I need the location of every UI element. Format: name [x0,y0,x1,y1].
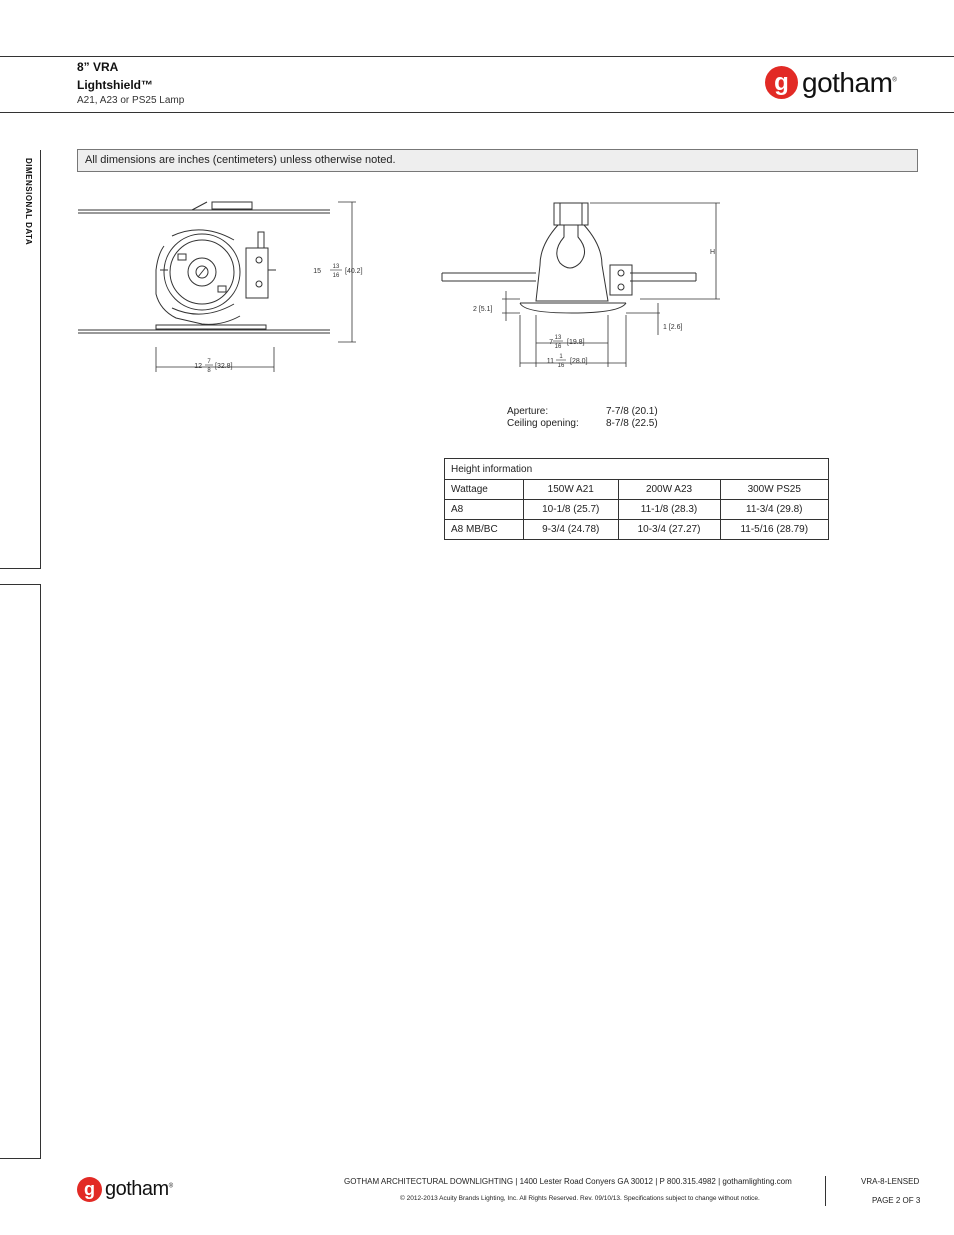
footer-product-code: VRA-8-LENSED [861,1177,920,1186]
plan-height-den: 16 [332,273,340,279]
table-cell: 11-3/4 (29.8) [720,500,828,520]
dimensions-note: All dimensions are inches (centimeters) unless otherwise noted. [77,149,918,172]
elevation-view-drawing [440,195,730,375]
sidebar-tab-bottom [0,584,41,1159]
aperture-num: 13 [554,335,562,341]
spec-aperture: Aperture: 7-7/8 (20.1) [507,406,658,417]
overall-cm: [28.0] [570,358,588,365]
footer-address: GOTHAM ARCHITECTURAL DOWNLIGHTING | 1400 Lester Road Conyers GA 30012 | P 800.315.4982 | gothamlighting.com [344,1177,792,1186]
table-cell: 10-1/8 (25.7) [524,500,619,520]
plan-width-cm: [32.8] [215,363,233,370]
overall-whole: 11 [546,358,554,365]
footer-page-number: PAGE 2 OF 3 [872,1196,921,1205]
elevation-trim-right: 1 [2.6] [663,324,683,331]
table-row [445,500,829,520]
table-row [445,520,829,540]
table-header-cell: 150W A21 [524,480,619,500]
overall-num: 1 [559,354,563,360]
plan-width-whole: 12 [194,363,202,370]
product-name: Lightshield™ [77,78,153,92]
table-cell: A8 [445,500,524,520]
aperture-cm: [19.8] [567,339,585,346]
footer-copyright: © 2012-2013 Acuity Brands Lighting, Inc. All Rights Reserved. Rev. 09/10/13. Specifications subject to change without notice. [400,1195,760,1202]
logo-wordmark: gotham® [802,66,897,98]
table-cell: 11-1/8 (28.3) [618,500,720,520]
aperture-whole: 7 [549,339,553,346]
header-top-rule [0,56,954,57]
opening-specs [507,406,658,430]
spec-ceiling-opening: Ceiling opening: 8-7/8 (22.5) [507,418,658,429]
product-subtitle: A21, A23 or PS25 Lamp [77,95,185,106]
height-info-table [444,458,829,540]
plan-height-num: 13 [332,264,340,270]
table-cell: 9-3/4 (24.78) [524,520,619,540]
elevation-h-label: H [709,249,715,256]
plan-height-cm: [40.2] [345,268,363,275]
gotham-logo-icon: g [765,66,798,99]
table-title: Height information [445,459,829,480]
sidebar-section-label: DIMENSIONAL DATA [24,158,33,246]
elevation-trim-left: 2 [5.1] [473,306,493,313]
header-bottom-rule [0,112,954,113]
table-header-cell: 300W PS25 [720,480,828,500]
sidebar-tab-top [0,150,41,569]
plan-width-num: 7 [207,359,211,365]
table-cell: 11-5/16 (28.79) [720,520,828,540]
header-logo [765,66,896,99]
overall-den: 16 [557,363,565,369]
plan-width-den: 8 [207,368,211,374]
footer-divider [825,1176,826,1206]
aperture-den: 16 [554,344,562,350]
logo-wordmark: gotham® [105,1178,173,1200]
table-cell: A8 MB/BC [445,520,524,540]
table-header-cell: 200W A23 [618,480,720,500]
footer-logo [77,1177,173,1202]
product-title: 8” VRA [77,60,119,74]
table-header-cell: Wattage [445,480,524,500]
table-header-row [445,480,829,500]
plan-height-whole: 15 [313,268,321,275]
plan-view-drawing [72,192,372,382]
gotham-logo-icon: g [77,1177,102,1202]
table-cell: 10-3/4 (27.27) [618,520,720,540]
table-title-row [445,459,829,480]
